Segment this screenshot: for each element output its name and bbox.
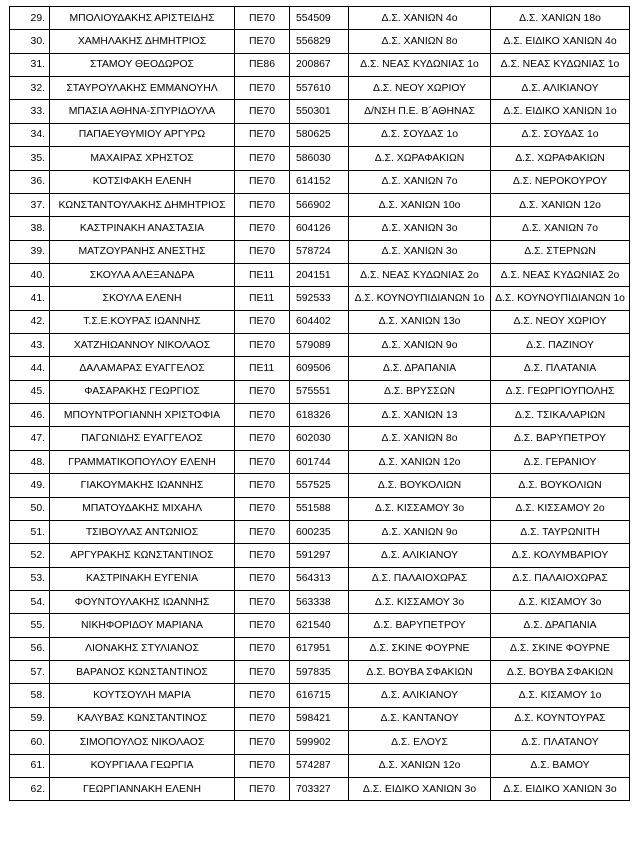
registry-number: 604126: [290, 217, 349, 240]
destination-school: Δ.Σ. ΚΟΥΝΤΟΥΡΑΣ: [491, 707, 630, 730]
registry-number: 599902: [290, 731, 349, 754]
origin-school: Δ.Σ. ΚΙΣΣΑΜΟΥ 3ο: [349, 497, 491, 520]
origin-school: Δ.Σ. ΚΙΣΣΑΜΟΥ 3ο: [349, 590, 491, 613]
row-number: 45.: [10, 380, 50, 403]
destination-school: Δ.Σ. ΝΕΑΣ ΚΥΔΩΝΙΑΣ 2ο: [491, 263, 630, 286]
teacher-name: ΚΩΝΣΤΑΝΤΟΥΛΑΚΗΣ ΔΗΜΗΤΡΙΟΣ: [50, 193, 235, 216]
row-number: 60.: [10, 731, 50, 754]
registry-number: 618326: [290, 404, 349, 427]
specialty-code: ΠΕ70: [235, 590, 290, 613]
row-number: 41.: [10, 287, 50, 310]
row-number: 29.: [10, 7, 50, 30]
row-number: 52.: [10, 544, 50, 567]
destination-school: Δ.Σ. ΒΟΥΒΑ ΣΦΑΚΙΩΝ: [491, 661, 630, 684]
row-number: 32.: [10, 77, 50, 100]
teacher-name: ΓΡΑΜΜΑΤΙΚΟΠΟΥΛΟΥ ΕΛΕΝΗ: [50, 450, 235, 473]
table-row: [10, 661, 630, 684]
specialty-code: ΠΕ70: [235, 731, 290, 754]
teacher-name: ΦΟΥΝΤΟΥΛΑΚΗΣ ΙΩΑΝΝΗΣ: [50, 590, 235, 613]
teacher-name: ΚΑΛΥΒΑΣ ΚΩΝΣΤΑΝΤΙΝΟΣ: [50, 707, 235, 730]
teacher-name: ΣΙΜΟΠΟΥΛΟΣ ΝΙΚΟΛΑΟΣ: [50, 731, 235, 754]
row-number: 61.: [10, 754, 50, 777]
destination-school: Δ.Σ. ΠΑΛΑΙΟΧΩΡΑΣ: [491, 567, 630, 590]
teacher-name: ΝΙΚΗΦΟΡΙΔΟΥ ΜΑΡΙΑΝΑ: [50, 614, 235, 637]
origin-school: Δ.Σ. ΚΟΥΝΟΥΠΙΔΙΑΝΩΝ 1ο: [349, 287, 491, 310]
specialty-code: ΠΕ11: [235, 287, 290, 310]
teacher-name: ΓΕΩΡΓΙΑΝΝΑΚΗ ΕΛΕΝΗ: [50, 777, 235, 800]
registry-number: 703327: [290, 777, 349, 800]
destination-school: Δ.Σ. ΧΑΝΙΩΝ 18ο: [491, 7, 630, 30]
specialty-code: ΠΕ70: [235, 217, 290, 240]
origin-school: Δ.Σ. ΑΛΙΚΙΑΝΟΥ: [349, 684, 491, 707]
registry-number: 604402: [290, 310, 349, 333]
table-row: [10, 777, 630, 800]
registry-number: 609506: [290, 357, 349, 380]
destination-school: Δ.Σ. ΠΑΖΙΝΟΥ: [491, 334, 630, 357]
teacher-name: ΜΑΤΖΟΥΡΑΝΗΣ ΑΝΕΣΤΗΣ: [50, 240, 235, 263]
registry-number: 586030: [290, 147, 349, 170]
destination-school: Δ.Σ. ΝΕΑΣ ΚΥΔΩΝΙΑΣ 1ο: [491, 53, 630, 76]
specialty-code: ΠΕ70: [235, 520, 290, 543]
registry-number: 556829: [290, 30, 349, 53]
table-row: [10, 427, 630, 450]
row-number: 43.: [10, 334, 50, 357]
table-row: [10, 30, 630, 53]
specialty-code: ΠΕ86: [235, 53, 290, 76]
origin-school: Δ.Σ. ΝΕΟΥ ΧΩΡΙΟΥ: [349, 77, 491, 100]
registry-number: 579089: [290, 334, 349, 357]
destination-school: Δ.Σ. ΒΑΡΥΠΕΤΡΟΥ: [491, 427, 630, 450]
table-row: [10, 170, 630, 193]
teacher-name: ΚΑΣΤΡΙΝΑΚΗ ΕΥΓΕΝΙΑ: [50, 567, 235, 590]
registry-number: 578724: [290, 240, 349, 263]
row-number: 50.: [10, 497, 50, 520]
registry-number: 550301: [290, 100, 349, 123]
registry-number: 575551: [290, 380, 349, 403]
table-row: [10, 53, 630, 76]
teacher-name: ΓΙΑΚΟΥΜΑΚΗΣ ΙΩΑΝΝΗΣ: [50, 474, 235, 497]
table-row: [10, 637, 630, 660]
table-row: [10, 77, 630, 100]
teacher-name: ΣΤΑΥΡΟΥΛΑΚΗΣ ΕΜΜΑΝΟΥΗΛ: [50, 77, 235, 100]
destination-school: Δ.Σ. ΓΕΩΡΓΙΟΥΠΟΛΗΣ: [491, 380, 630, 403]
origin-school: Δ.Σ. ΧΑΝΙΩΝ 4ο: [349, 7, 491, 30]
specialty-code: ΠΕ70: [235, 684, 290, 707]
row-number: 51.: [10, 520, 50, 543]
table-row: [10, 590, 630, 613]
origin-school: Δ.Σ. ΚΑΝΤΑΝΟΥ: [349, 707, 491, 730]
destination-school: Δ.Σ. ΕΙΔΙΚΟ ΧΑΝΙΩΝ 1ο: [491, 100, 630, 123]
row-number: 39.: [10, 240, 50, 263]
specialty-code: ΠΕ70: [235, 334, 290, 357]
registry-number: 204151: [290, 263, 349, 286]
row-number: 31.: [10, 53, 50, 76]
registry-number: 580625: [290, 123, 349, 146]
registry-number: 616715: [290, 684, 349, 707]
destination-school: Δ.Σ. ΧΑΝΙΩΝ 7ο: [491, 217, 630, 240]
table-body: [10, 7, 630, 801]
origin-school: Δ.Σ. ΧΑΝΙΩΝ 10ο: [349, 193, 491, 216]
row-number: 55.: [10, 614, 50, 637]
origin-school: Δ.Σ. ΧΑΝΙΩΝ 8ο: [349, 30, 491, 53]
row-number: 46.: [10, 404, 50, 427]
destination-school: Δ.Σ. ΣΤΕΡΝΩΝ: [491, 240, 630, 263]
registry-number: 598421: [290, 707, 349, 730]
origin-school: Δ.Σ. ΒΡΥΣΣΩΝ: [349, 380, 491, 403]
origin-school: Δ.Σ. ΧΑΝΙΩΝ 3ο: [349, 240, 491, 263]
teacher-name: ΒΑΡΑΝΟΣ ΚΩΝΣΤΑΝΤΙΝΟΣ: [50, 661, 235, 684]
teacher-name: ΣΚΟΥΛΑ ΕΛΕΝΗ: [50, 287, 235, 310]
destination-school: Δ.Σ. ΠΛΑΤΑΝΙΑ: [491, 357, 630, 380]
table-row: [10, 240, 630, 263]
registry-number: 200867: [290, 53, 349, 76]
table-row: [10, 544, 630, 567]
specialty-code: ΠΕ70: [235, 30, 290, 53]
row-number: 42.: [10, 310, 50, 333]
registry-number: 600235: [290, 520, 349, 543]
row-number: 36.: [10, 170, 50, 193]
row-number: 49.: [10, 474, 50, 497]
registry-number: 557525: [290, 474, 349, 497]
specialty-code: ΠΕ11: [235, 357, 290, 380]
specialty-code: ΠΕ11: [235, 263, 290, 286]
table-row: [10, 450, 630, 473]
table-row: [10, 731, 630, 754]
origin-school: Δ.Σ. ΧΑΝΙΩΝ 8ο: [349, 427, 491, 450]
destination-school: Δ.Σ. ΝΕΟΥ ΧΩΡΙΟΥ: [491, 310, 630, 333]
destination-school: Δ.Σ. ΕΙΔΙΚΟ ΧΑΝΙΩΝ 3ο: [491, 777, 630, 800]
destination-school: Δ.Σ. ΔΡΑΠΑΝΙΑ: [491, 614, 630, 637]
destination-school: Δ.Σ. ΕΙΔΙΚΟ ΧΑΝΙΩΝ 4ο: [491, 30, 630, 53]
table-row: [10, 754, 630, 777]
destination-school: Δ.Σ. ΤΑΥΡΩΝΙΤΗ: [491, 520, 630, 543]
registry-number: 617951: [290, 637, 349, 660]
teacher-name: ΜΠΑΣΙΑ ΑΘΗΝΑ-ΣΠΥΡΙΔΟΥΛΑ: [50, 100, 235, 123]
row-number: 59.: [10, 707, 50, 730]
specialty-code: ΠΕ70: [235, 100, 290, 123]
row-number: 44.: [10, 357, 50, 380]
row-number: 62.: [10, 777, 50, 800]
specialty-code: ΠΕ70: [235, 123, 290, 146]
specialty-code: ΠΕ70: [235, 404, 290, 427]
destination-school: Δ.Σ. ΒΑΜΟΥ: [491, 754, 630, 777]
destination-school: Δ.Σ. ΧΩΡΑΦΑΚΙΩΝ: [491, 147, 630, 170]
teacher-name: ΠΑΓΩΝΙΔΗΣ ΕΥΑΓΓΕΛΟΣ: [50, 427, 235, 450]
teacher-name: ΚΟΤΣΙΦΑΚΗ ΕΛΕΝΗ: [50, 170, 235, 193]
registry-number: 597835: [290, 661, 349, 684]
origin-school: Δ.Σ. ΧΑΝΙΩΝ 3ο: [349, 217, 491, 240]
origin-school: Δ.Σ. ΧΑΝΙΩΝ 13: [349, 404, 491, 427]
specialty-code: ΠΕ70: [235, 310, 290, 333]
origin-school: Δ.Σ. ΧΑΝΙΩΝ 12ο: [349, 754, 491, 777]
registry-number: 574287: [290, 754, 349, 777]
specialty-code: ΠΕ70: [235, 193, 290, 216]
origin-school: Δ.Σ. ΧΑΝΙΩΝ 12ο: [349, 450, 491, 473]
origin-school: Δ.Σ. ΣΟΥΔΑΣ 1ο: [349, 123, 491, 146]
registry-number: 614152: [290, 170, 349, 193]
origin-school: Δ.Σ. ΒΟΥΚΟΛΙΩΝ: [349, 474, 491, 497]
row-number: 37.: [10, 193, 50, 216]
teacher-name: ΜΠΟΛΙΟΥΔΑΚΗΣ ΑΡΙΣΤΕΙΔΗΣ: [50, 7, 235, 30]
destination-school: Δ.Σ. ΝΕΡΟΚΟΥΡΟΥ: [491, 170, 630, 193]
destination-school: Δ.Σ. ΣΟΥΔΑΣ 1ο: [491, 123, 630, 146]
table-row: [10, 287, 630, 310]
table-row: [10, 497, 630, 520]
row-number: 35.: [10, 147, 50, 170]
origin-school: Δ.Σ. ΕΛΟΥΣ: [349, 731, 491, 754]
origin-school: Δ.Σ. ΧΩΡΑΦΑΚΙΩΝ: [349, 147, 491, 170]
specialty-code: ΠΕ70: [235, 7, 290, 30]
row-number: 56.: [10, 637, 50, 660]
table-row: [10, 520, 630, 543]
table-row: [10, 380, 630, 403]
registry-number: 557610: [290, 77, 349, 100]
registry-number: 564313: [290, 567, 349, 590]
destination-school: Δ.Σ. ΓΕΡΑΝΙΟΥ: [491, 450, 630, 473]
specialty-code: ΠΕ70: [235, 777, 290, 800]
teacher-name: ΚΑΣΤΡΙΝΑΚΗ ΑΝΑΣΤΑΣΙΑ: [50, 217, 235, 240]
table-row: [10, 684, 630, 707]
teacher-name: ΑΡΓΥΡΑΚΗΣ ΚΩΝΣΤΑΝΤΙΝΟΣ: [50, 544, 235, 567]
specialty-code: ΠΕ70: [235, 661, 290, 684]
origin-school: Δ.Σ. ΧΑΝΙΩΝ 9ο: [349, 334, 491, 357]
transfer-list-sheet: [9, 6, 629, 801]
row-number: 58.: [10, 684, 50, 707]
registry-number: 554509: [290, 7, 349, 30]
specialty-code: ΠΕ70: [235, 614, 290, 637]
specialty-code: ΠΕ70: [235, 380, 290, 403]
registry-number: 591297: [290, 544, 349, 567]
registry-number: 601744: [290, 450, 349, 473]
teacher-name: ΜΑΧΑΙΡΑΣ ΧΡΗΣΤΟΣ: [50, 147, 235, 170]
registry-number: 563338: [290, 590, 349, 613]
origin-school: Δ.Σ. ΕΙΔΙΚΟ ΧΑΝΙΩΝ 3ο: [349, 777, 491, 800]
table-row: [10, 614, 630, 637]
table-row: [10, 147, 630, 170]
row-number: 57.: [10, 661, 50, 684]
specialty-code: ΠΕ70: [235, 427, 290, 450]
specialty-code: ΠΕ70: [235, 707, 290, 730]
table-row: [10, 123, 630, 146]
teacher-name: ΦΑΣΑΡΑΚΗΣ ΓΕΩΡΓΙΟΣ: [50, 380, 235, 403]
origin-school: Δ.Σ. ΧΑΝΙΩΝ 7ο: [349, 170, 491, 193]
table-row: [10, 567, 630, 590]
specialty-code: ΠΕ70: [235, 754, 290, 777]
registry-number: 551588: [290, 497, 349, 520]
row-number: 33.: [10, 100, 50, 123]
table-row: [10, 357, 630, 380]
specialty-code: ΠΕ70: [235, 567, 290, 590]
row-number: 40.: [10, 263, 50, 286]
table-row: [10, 263, 630, 286]
specialty-code: ΠΕ70: [235, 240, 290, 263]
specialty-code: ΠΕ70: [235, 450, 290, 473]
row-number: 48.: [10, 450, 50, 473]
table-row: [10, 7, 630, 30]
origin-school: Δ.Σ. ΧΑΝΙΩΝ 9ο: [349, 520, 491, 543]
table-row: [10, 474, 630, 497]
registry-number: 592533: [290, 287, 349, 310]
teacher-name: ΜΠΑΤΟΥΔΑΚΗΣ ΜΙΧΑΗΛ: [50, 497, 235, 520]
row-number: 53.: [10, 567, 50, 590]
destination-school: Δ.Σ. ΚΙΣΑΜΟΥ 1ο: [491, 684, 630, 707]
teacher-name: ΧΑΜΗΛΑΚΗΣ ΔΗΜΗΤΡΙΟΣ: [50, 30, 235, 53]
table-row: [10, 404, 630, 427]
teacher-name: ΠΑΠΑΕΥΘΥΜΙΟΥ ΑΡΓΥΡΩ: [50, 123, 235, 146]
origin-school: Δ.Σ. ΒΟΥΒΑ ΣΦΑΚΙΩΝ: [349, 661, 491, 684]
destination-school: Δ.Σ. ΠΛΑΤΑΝΟΥ: [491, 731, 630, 754]
origin-school: Δ.Σ. ΑΛΙΚΙΑΝΟΥ: [349, 544, 491, 567]
origin-school: Δ/ΝΣΗ Π.Ε. Β΄ΑΘΗΝΑΣ: [349, 100, 491, 123]
destination-school: Δ.Σ. ΑΛΙΚΙΑΝΟΥ: [491, 77, 630, 100]
teacher-name: ΚΟΥΡΓΙΑΛΑ ΓΕΩΡΓΙΑ: [50, 754, 235, 777]
specialty-code: ΠΕ70: [235, 544, 290, 567]
transfer-table: [9, 6, 630, 801]
registry-number: 621540: [290, 614, 349, 637]
teacher-name: ΣΤΑΜΟΥ ΘΕΟΔΩΡΟΣ: [50, 53, 235, 76]
row-number: 30.: [10, 30, 50, 53]
origin-school: Δ.Σ. ΧΑΝΙΩΝ 13ο: [349, 310, 491, 333]
specialty-code: ΠΕ70: [235, 77, 290, 100]
teacher-name: ΧΑΤΖΗΙΩΑΝΝΟΥ ΝΙΚΟΛΑΟΣ: [50, 334, 235, 357]
origin-school: Δ.Σ. ΒΑΡΥΠΕΤΡΟΥ: [349, 614, 491, 637]
destination-school: Δ.Σ. ΤΣΙΚΑΛΑΡΙΩΝ: [491, 404, 630, 427]
destination-school: Δ.Σ. ΚΙΣΑΜΟΥ 3ο: [491, 590, 630, 613]
destination-school: Δ.Σ. ΒΟΥΚΟΛΙΩΝ: [491, 474, 630, 497]
row-number: 34.: [10, 123, 50, 146]
destination-school: Δ.Σ. ΣΚΙΝΕ ΦΟΥΡΝΕ: [491, 637, 630, 660]
destination-school: Δ.Σ. ΚΟΥΝΟΥΠΙΔΙΑΝΩΝ 1ο: [491, 287, 630, 310]
origin-school: Δ.Σ. ΠΑΛΑΙΟΧΩΡΑΣ: [349, 567, 491, 590]
teacher-name: ΣΚΟΥΛΑ ΑΛΕΞΑΝΔΡΑ: [50, 263, 235, 286]
destination-school: Δ.Σ. ΧΑΝΙΩΝ 12ο: [491, 193, 630, 216]
registry-number: 602030: [290, 427, 349, 450]
origin-school: Δ.Σ. ΝΕΑΣ ΚΥΔΩΝΙΑΣ 2ο: [349, 263, 491, 286]
destination-school: Δ.Σ. ΚΟΛΥΜΒΑΡΙΟΥ: [491, 544, 630, 567]
table-row: [10, 100, 630, 123]
specialty-code: ΠΕ70: [235, 147, 290, 170]
specialty-code: ΠΕ70: [235, 497, 290, 520]
teacher-name: ΜΠΟΥΝΤΡΟΓΙΑΝΝΗ ΧΡΙΣΤΟΦΙΑ: [50, 404, 235, 427]
table-row: [10, 310, 630, 333]
table-row: [10, 217, 630, 240]
teacher-name: ΛΙΟΝΑΚΗΣ ΣΤΥΛΙΑΝΟΣ: [50, 637, 235, 660]
specialty-code: ΠΕ70: [235, 170, 290, 193]
row-number: 38.: [10, 217, 50, 240]
teacher-name: ΚΟΥΤΣΟΥΛΗ ΜΑΡΙΑ: [50, 684, 235, 707]
teacher-name: Τ.Σ.Ε.ΚΟΥΡΑΣ ΙΩΑΝΝΗΣ: [50, 310, 235, 333]
table-row: [10, 334, 630, 357]
row-number: 47.: [10, 427, 50, 450]
registry-number: 566902: [290, 193, 349, 216]
teacher-name: ΔΑΛΑΜΑΡΑΣ ΕΥΑΓΓΕΛΟΣ: [50, 357, 235, 380]
destination-school: Δ.Σ. ΚΙΣΣΑΜΟΥ 2ο: [491, 497, 630, 520]
teacher-name: ΤΣΙΒΟΥΛΑΣ ΑΝΤΩΝΙΟΣ: [50, 520, 235, 543]
origin-school: Δ.Σ. ΔΡΑΠΑΝΙΑ: [349, 357, 491, 380]
specialty-code: ΠΕ70: [235, 637, 290, 660]
table-row: [10, 707, 630, 730]
row-number: 54.: [10, 590, 50, 613]
origin-school: Δ.Σ. ΝΕΑΣ ΚΥΔΩΝΙΑΣ 1ο: [349, 53, 491, 76]
table-row: [10, 193, 630, 216]
origin-school: Δ.Σ. ΣΚΙΝΕ ΦΟΥΡΝΕ: [349, 637, 491, 660]
specialty-code: ΠΕ70: [235, 474, 290, 497]
